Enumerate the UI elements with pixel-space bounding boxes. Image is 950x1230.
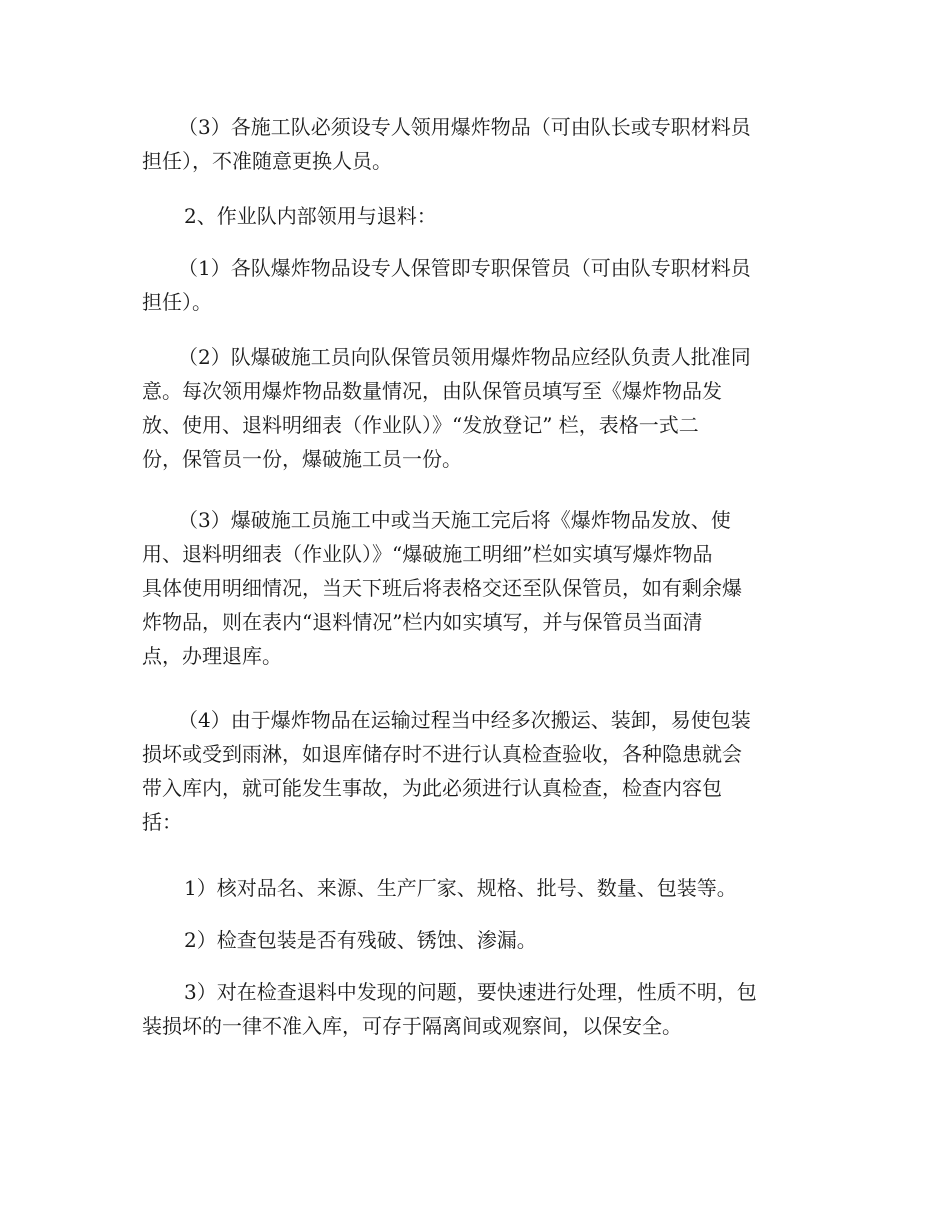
paragraph-3-usage-return (142, 503, 808, 673)
text-line: 括： (142, 810, 182, 834)
text-line: （3）爆破施工员施工中或当天施工完后将《爆炸物品发放、使 (178, 508, 731, 532)
text-line: （3）各施工队必须设专人领用爆炸物品（可由队长或专职材料员 (178, 115, 751, 139)
text-line: （4）由于爆炸物品在运输过程当中经多次搬运、装卸，易使包装 (178, 708, 751, 732)
paragraph-2-requisition-approval (142, 340, 808, 476)
text-line: 具体使用明细情况，当天下班后将表格交还至队保管员，如有剩余爆 (142, 576, 742, 600)
checklist-item-1 (142, 871, 808, 905)
text-line: 1）核对品名、来源、生产厂家、规格、批号、数量、包装等。 (184, 876, 737, 900)
text-line: （1）各队爆炸物品设专人保管即专职保管员（可由队专职材料员 (178, 256, 751, 280)
text-line: 用、退料明细表（作业队）》“爆破施工明细”栏如实填写爆炸物品 (142, 542, 713, 566)
text-line: 担任），不准随意更换人员。 (142, 149, 392, 173)
text-line: 放、使用、退料明细表（作业队）》“发放登记” 栏，表格一式二 (142, 413, 699, 437)
text-line: 份，保管员一份，爆破施工员一份。 (142, 447, 462, 471)
text-line: 2）检查包装是否有残破、锈蚀、渗漏。 (184, 928, 537, 952)
checklist-item-3 (142, 975, 808, 1043)
text-line: 担任）。 (142, 290, 212, 314)
text-line: 2、作业队内部领用与退料： (184, 204, 437, 228)
checklist-item-2 (142, 923, 808, 957)
text-line: 点，办理退库。 (142, 644, 282, 668)
text-line: 炸物品，则在表内“退料情况”栏内如实填写，并与保管员当面清 (142, 610, 703, 634)
paragraph-4-inspection (142, 703, 808, 839)
text-line: （2）队爆破施工员向队保管员领用爆炸物品应经队负责人批准同 (178, 345, 751, 369)
paragraph-1-custodian (142, 251, 808, 319)
text-line: 意。每次领用爆炸物品数量情况，由队保管员填写至《爆炸物品发 (142, 379, 722, 403)
section-heading-internal-requisition (142, 199, 808, 233)
text-line: 装损坏的一律不准入库，可存于隔离间或观察间，以保安全。 (142, 1014, 682, 1038)
paragraph-3-team-custodian (142, 110, 808, 178)
text-line: 带入库内，就可能发生事故，为此必须进行认真检查，检查内容包 (142, 776, 722, 800)
text-line: 损坏或受到雨淋，如退库储存时不进行认真检查验收，各种隐患就会 (142, 742, 742, 766)
text-line: 3）对在检查退料中发现的问题，要快速进行处理，性质不明，包 (184, 980, 757, 1004)
